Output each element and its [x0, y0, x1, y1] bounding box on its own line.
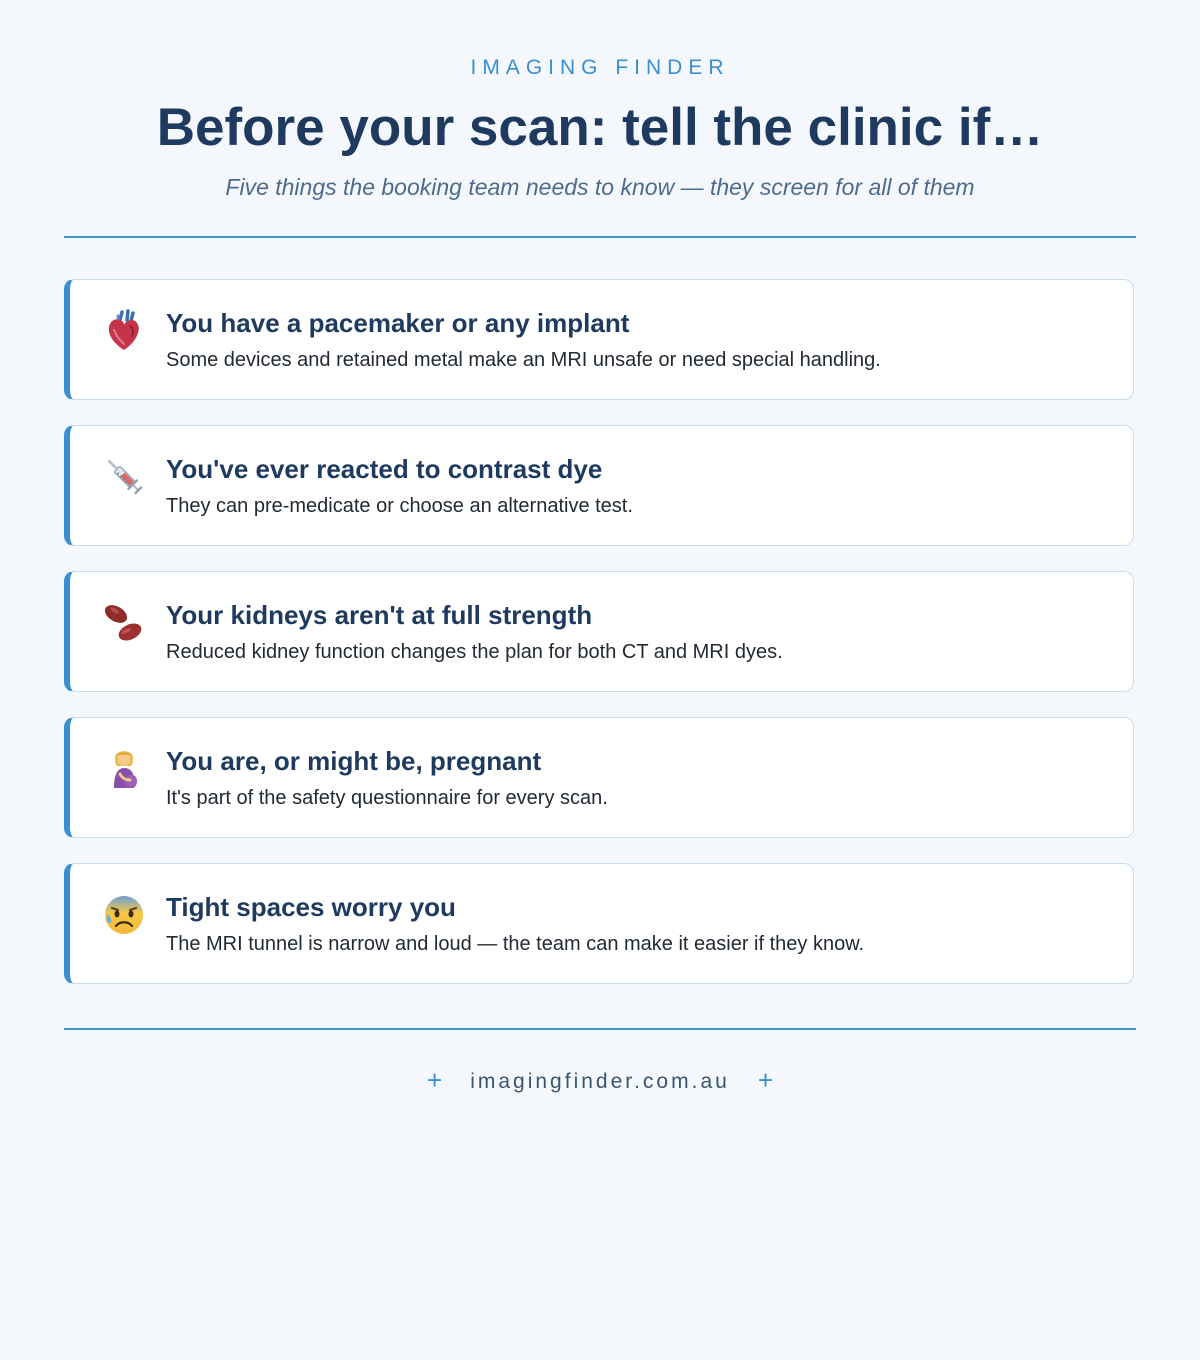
- checklist-item-title: Your kidneys aren't at full strength: [166, 600, 593, 630]
- checklist-item-pregnancy: [64, 717, 1134, 838]
- footer-url[interactable]: imagingfinder.com.au: [470, 1070, 730, 1093]
- checklist-item-title: You've ever reacted to contrast dye: [166, 454, 603, 484]
- pregnant-woman-icon: [100, 744, 148, 792]
- syringe-icon: [100, 452, 148, 500]
- bottom-divider: [64, 1028, 1136, 1030]
- footer: [0, 1066, 1200, 1096]
- checklist-item-claustrophobia: [64, 863, 1134, 984]
- top-divider: [64, 236, 1136, 238]
- checklist-item-description: Reduced kidney function changes the plan for both CT and MRI dyes.: [166, 641, 783, 663]
- plus-icon: +: [427, 1065, 443, 1095]
- checklist-item-description: Some devices and retained metal make an MRI unsafe or need special handling.: [166, 349, 881, 371]
- kidney-beans-icon: [100, 598, 148, 646]
- checklist-item-title: You have a pacemaker or any implant: [166, 308, 630, 338]
- anxious-face-icon: [100, 890, 148, 938]
- brand-eyebrow: IMAGING FINDER: [470, 56, 730, 79]
- checklist-item-implant: [64, 279, 1134, 400]
- plus-icon: +: [757, 1065, 773, 1095]
- checklist-item-title: Tight spaces worry you: [166, 892, 456, 922]
- checklist-item-description: It's part of the safety questionnaire for every scan.: [166, 787, 608, 809]
- page-subtitle: Five things the booking team needs to know — they screen for all of them: [225, 174, 975, 200]
- checklist-item-description: The MRI tunnel is narrow and loud — the team can make it easier if they know.: [166, 933, 865, 955]
- checklist-item-title: You are, or might be, pregnant: [166, 746, 542, 776]
- checklist-item-kidneys: [64, 571, 1134, 692]
- anatomical-heart-icon: [100, 306, 148, 354]
- page-title: Before your scan: tell the clinic if…: [156, 98, 1044, 157]
- checklist-item-contrast-dye: [64, 425, 1134, 546]
- checklist-item-description: They can pre-medicate or choose an alternative test.: [166, 495, 633, 517]
